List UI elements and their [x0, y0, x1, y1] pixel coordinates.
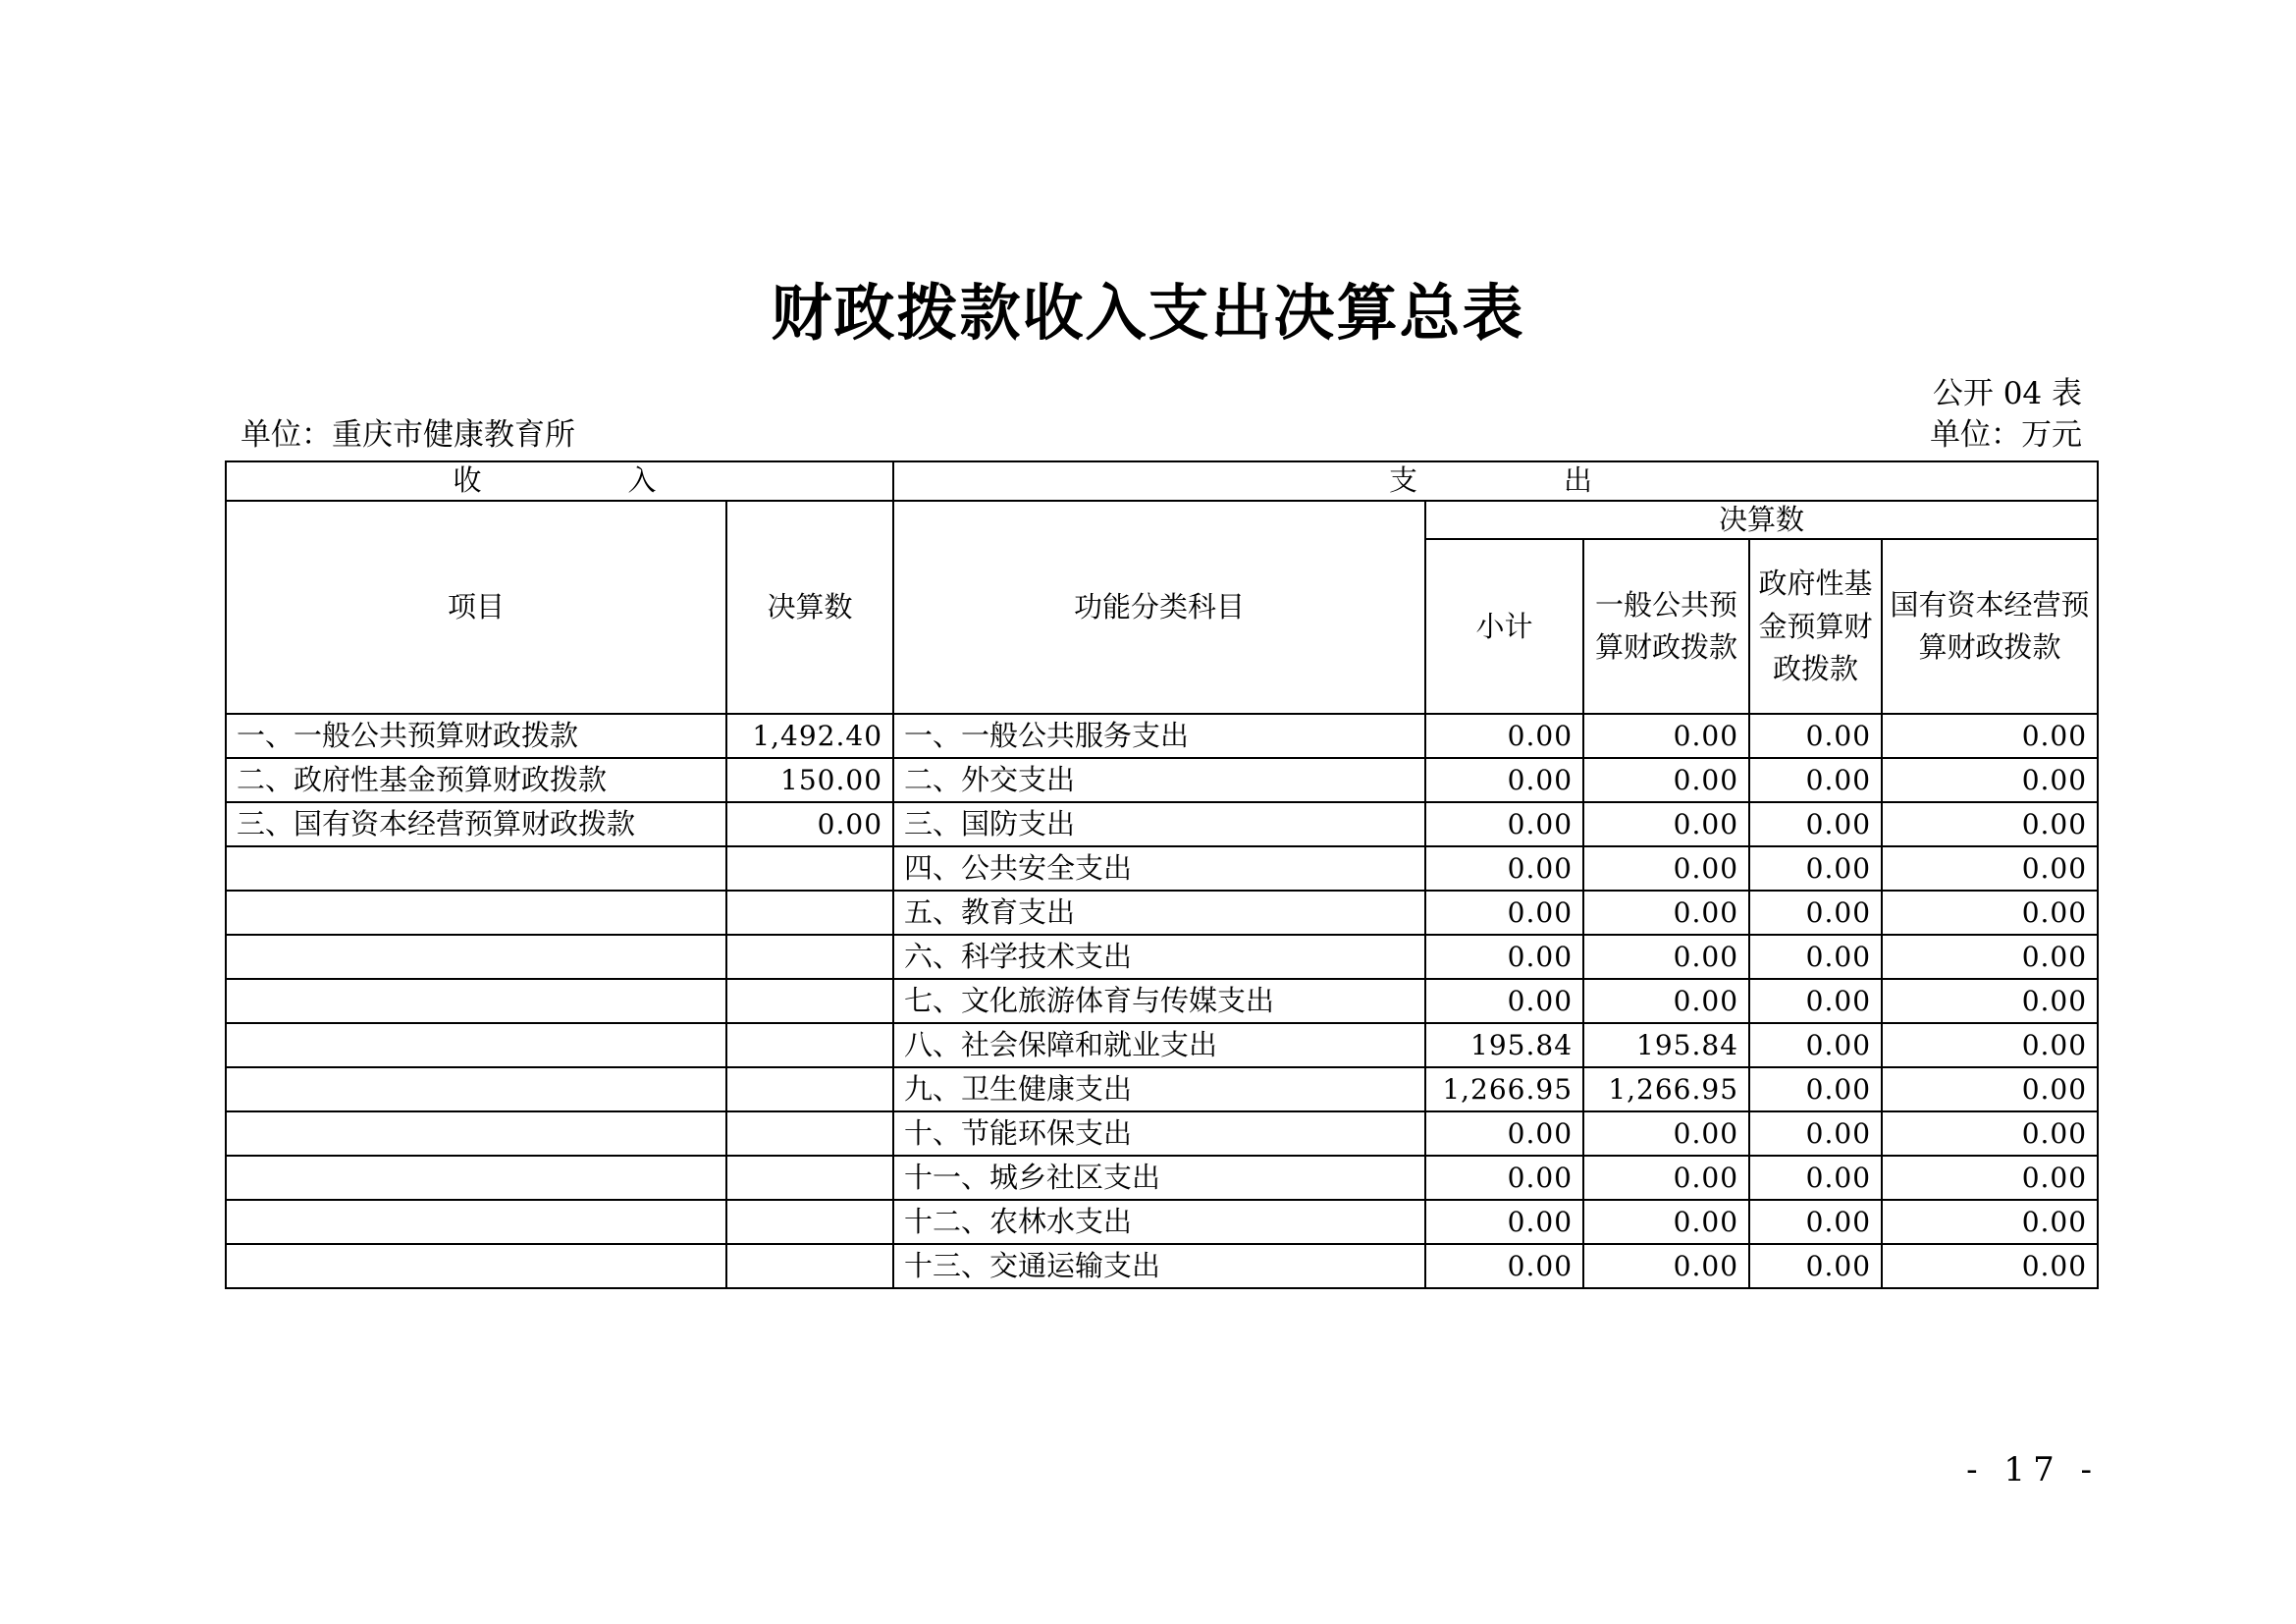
general-value: 0.00: [1583, 1244, 1749, 1288]
fund-value: 0.00: [1749, 1023, 1882, 1067]
general-value: 0.00: [1583, 1156, 1749, 1200]
income-item: 一、一般公共预算财政拨款: [226, 714, 726, 758]
income-item: [226, 1156, 726, 1200]
state-value: 0.00: [1882, 1200, 2098, 1244]
expense-item: 二、外交支出: [893, 758, 1425, 802]
subtotal-value: 0.00: [1425, 1244, 1583, 1288]
income-amount: [726, 891, 893, 935]
fund-value: 0.00: [1749, 891, 1882, 935]
fund-value: 0.00: [1749, 758, 1882, 802]
state-value: 0.00: [1882, 1067, 2098, 1111]
income-item: [226, 1067, 726, 1111]
subtotal-value: 0.00: [1425, 1200, 1583, 1244]
general-value: 0.00: [1583, 935, 1749, 979]
expense-item: 四、公共安全支出: [893, 846, 1425, 891]
income-item: [226, 891, 726, 935]
unit-label: 单位：万元: [1930, 417, 2082, 453]
income-item: [226, 979, 726, 1023]
table-row: [226, 758, 2098, 802]
table-row: [226, 1244, 2098, 1288]
section-header-row: [226, 461, 2098, 501]
subtotal-value: 0.00: [1425, 935, 1583, 979]
column-header-row: [226, 501, 2098, 540]
table-row: [226, 891, 2098, 935]
income-item: [226, 846, 726, 891]
general-value: 0.00: [1583, 846, 1749, 891]
subtotal-value: 0.00: [1425, 1111, 1583, 1156]
income-amount: [726, 1111, 893, 1156]
state-value: 0.00: [1882, 891, 2098, 935]
state-value: 0.00: [1882, 935, 2098, 979]
income-amount: [726, 1244, 893, 1288]
income-amount: [726, 1023, 893, 1067]
expense-item: 十三、交通运输支出: [893, 1244, 1425, 1288]
subtotal-value: 0.00: [1425, 979, 1583, 1023]
subtotal-value: 0.00: [1425, 758, 1583, 802]
table-row: [226, 1023, 2098, 1067]
subtotal-header: 小计: [1425, 539, 1583, 714]
income-section-header: 收 入: [226, 461, 893, 501]
func-subject-header: 功能分类科目: [893, 501, 1425, 715]
fund-value: 0.00: [1749, 846, 1882, 891]
state-value: 0.00: [1882, 714, 2098, 758]
state-value: 0.00: [1882, 846, 2098, 891]
income-item: [226, 1111, 726, 1156]
table-row: [226, 1200, 2098, 1244]
fund-value: 0.00: [1749, 979, 1882, 1023]
fiscal-summary-table: [225, 460, 2099, 1289]
expense-section-header: 支 出: [893, 461, 2098, 501]
income-item: [226, 1200, 726, 1244]
subtotal-value: 1,266.95: [1425, 1067, 1583, 1111]
income-amount: [726, 1156, 893, 1200]
gov-fund-header: 政府性基金预算财政拨款: [1749, 539, 1882, 714]
table-row: [226, 846, 2098, 891]
general-budget-header: 一般公共预算财政拨款: [1583, 539, 1749, 714]
subtotal-value: 0.00: [1425, 891, 1583, 935]
expense-item: 十二、农林水支出: [893, 1200, 1425, 1244]
income-amount: [726, 935, 893, 979]
general-value: 0.00: [1583, 891, 1749, 935]
form-code: 公开 04 表: [1932, 376, 2082, 411]
fund-value: 0.00: [1749, 1200, 1882, 1244]
subtotal-value: 0.00: [1425, 714, 1583, 758]
expense-item: 十一、城乡社区支出: [893, 1156, 1425, 1200]
expense-item: 五、教育支出: [893, 891, 1425, 935]
fund-value: 0.00: [1749, 935, 1882, 979]
subtotal-value: 195.84: [1425, 1023, 1583, 1067]
subtotal-value: 0.00: [1425, 802, 1583, 846]
expense-item: 七、文化旅游体育与传媒支出: [893, 979, 1425, 1023]
income-item: 三、国有资本经营预算财政拨款: [226, 802, 726, 846]
income-amount: 0.00: [726, 802, 893, 846]
income-item: [226, 1244, 726, 1288]
state-value: 0.00: [1882, 802, 2098, 846]
table-row: [226, 979, 2098, 1023]
expense-item: 八、社会保障和就业支出: [893, 1023, 1425, 1067]
fund-value: 0.00: [1749, 802, 1882, 846]
income-item: 二、政府性基金预算财政拨款: [226, 758, 726, 802]
jsh-header: 决算数: [1425, 501, 2098, 540]
table-row: [226, 935, 2098, 979]
table-row: [226, 1156, 2098, 1200]
expense-item: 六、科学技术支出: [893, 935, 1425, 979]
income-amount: [726, 979, 893, 1023]
expense-item: 九、卫生健康支出: [893, 1067, 1425, 1111]
table-row: [226, 1111, 2098, 1156]
table-row: [226, 802, 2098, 846]
fund-value: 0.00: [1749, 1111, 1882, 1156]
general-value: 1,266.95: [1583, 1067, 1749, 1111]
income-amount: 1,492.40: [726, 714, 893, 758]
page-number: - 17 -: [1966, 1450, 2100, 1489]
income-amount: [726, 1200, 893, 1244]
expense-item: 一、一般公共服务支出: [893, 714, 1425, 758]
general-value: 0.00: [1583, 758, 1749, 802]
state-value: 0.00: [1882, 1023, 2098, 1067]
item-header: 项目: [226, 501, 726, 715]
general-value: 0.00: [1583, 802, 1749, 846]
state-value: 0.00: [1882, 1111, 2098, 1156]
table-row: [226, 714, 2098, 758]
fund-value: 0.00: [1749, 1244, 1882, 1288]
income-amount: [726, 1067, 893, 1111]
state-value: 0.00: [1882, 979, 2098, 1023]
income-amount: 150.00: [726, 758, 893, 802]
general-value: 0.00: [1583, 979, 1749, 1023]
general-value: 0.00: [1583, 1200, 1749, 1244]
subtotal-value: 0.00: [1425, 1156, 1583, 1200]
table-row: [226, 1067, 2098, 1111]
subtotal-value: 0.00: [1425, 846, 1583, 891]
state-value: 0.00: [1882, 1244, 2098, 1288]
state-value: 0.00: [1882, 1156, 2098, 1200]
organization-label: 单位：重庆市健康教育所: [240, 417, 575, 453]
amount-header: 决算数: [726, 501, 893, 715]
state-value: 0.00: [1882, 758, 2098, 802]
general-value: 0.00: [1583, 714, 1749, 758]
income-item: [226, 935, 726, 979]
expense-item: 十、节能环保支出: [893, 1111, 1425, 1156]
fund-value: 0.00: [1749, 1067, 1882, 1111]
general-value: 0.00: [1583, 1111, 1749, 1156]
fund-value: 0.00: [1749, 1156, 1882, 1200]
income-item: [226, 1023, 726, 1067]
income-amount: [726, 846, 893, 891]
fund-value: 0.00: [1749, 714, 1882, 758]
expense-item: 三、国防支出: [893, 802, 1425, 846]
state-capital-header: 国有资本经营预算财政拨款: [1882, 539, 2098, 714]
page-title: 财政拨款收入支出决算总表: [771, 277, 1525, 349]
general-value: 195.84: [1583, 1023, 1749, 1067]
